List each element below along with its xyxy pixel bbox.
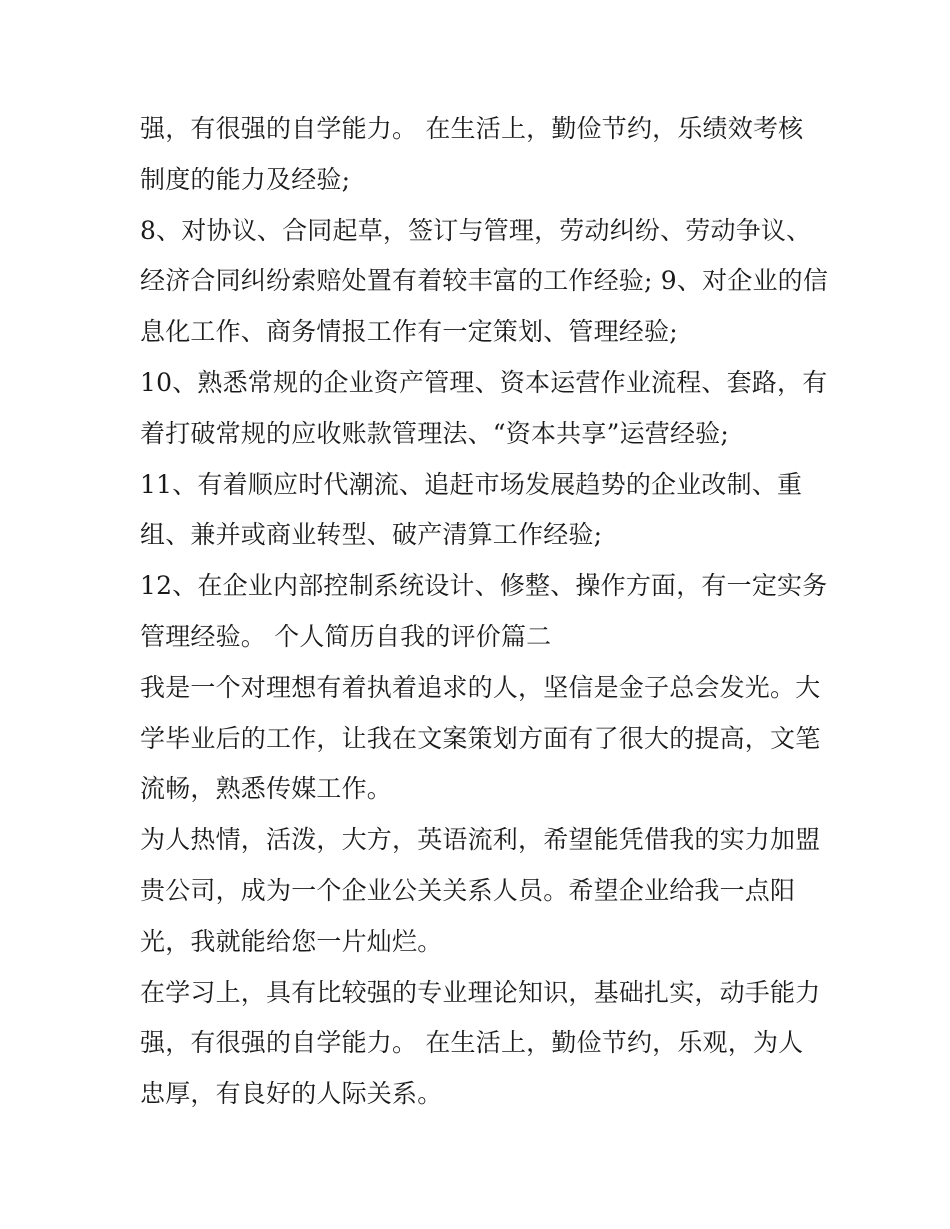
text-line: 强，有很强的自学能力。 在生活上，勤俭节约，乐观，为人 [140,1028,804,1057]
text-line: 管理经验。 个人简历自我的评价篇二 [140,622,552,651]
text-line: 忠厚，有良好的人际关系。 [140,1079,443,1108]
text-line: 组、兼并或商业转型、破产清算工作经验; [140,520,603,549]
text-line: 为人热情，活泼，大方，英语流利，希望能凭借我的实力加盟 [140,825,821,854]
text-line: 12、在企业内部控制系统设计、修整、操作方面，有一定实务 [140,571,828,600]
text-line: 光，我就能给您一片灿烂。 [140,927,443,956]
text-line: 我是一个对理想有着执着追求的人，坚信是金子总会发光。大 [140,673,821,702]
text-line: 在学习上，具有比较强的专业理论知识，基础扎实，动手能力 [140,978,821,1007]
text-line: 8、对协议、合同起草，签订与管理，劳动纠纷、劳动争议、 [140,216,812,245]
text-line: 息化工作、商务情报工作有一定策划、管理经验; [140,317,678,346]
text-line: 强，有很强的自学能力。 在生活上，勤俭节约，乐绩效考核 [140,114,804,143]
text-line: 学毕业后的工作，让我在文案策划方面有了很大的提高，文笔 [140,724,821,753]
text-line: 11、有着顺应时代潮流、追赶市场发展趋势的企业改制、重 [140,470,803,499]
text-line: 经济合同纠纷索赔处置有着较丰富的工作经验; 9、对企业的信 [140,266,829,295]
text-line: 着打破常规的应收账款管理法、“资本共享”运营经验; [140,419,729,448]
text-line: 流畅，熟悉传媒工作。 [140,774,393,803]
text-line: 贵公司，成为一个企业公关关系人员。希望企业给我一点阳 [140,876,796,905]
text-line: 10、熟悉常规的企业资产管理、资本运营作业流程、套路，有 [140,368,828,397]
text-line: 制度的能力及经验; [140,165,351,194]
